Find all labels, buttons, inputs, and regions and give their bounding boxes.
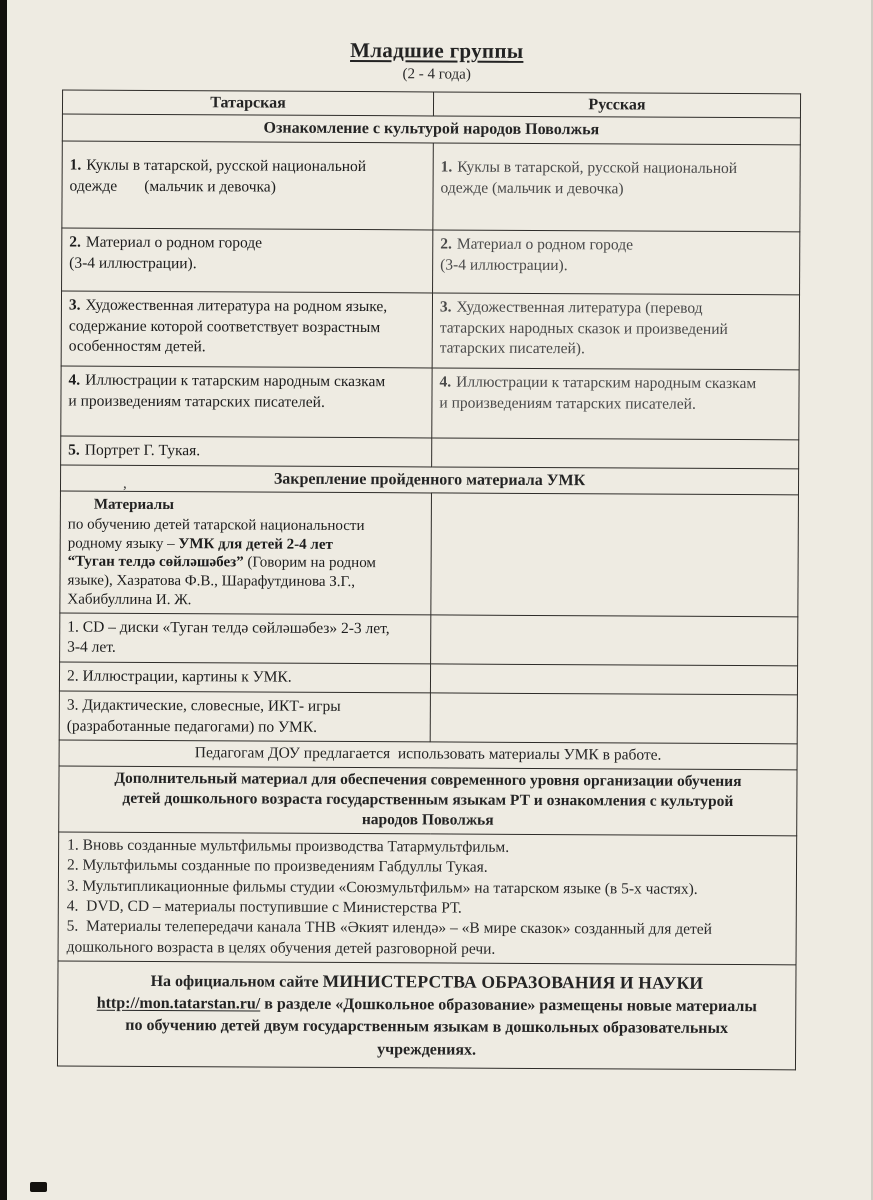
table-row <box>61 291 799 370</box>
item-number: 5. <box>68 441 80 459</box>
materials-cell <box>60 491 432 614</box>
cell-tatar-3 <box>61 291 432 368</box>
item-number: 2. <box>69 233 81 251</box>
note-text: Педагогам ДОУ предлагается использовать материалы УМК в работе. <box>194 744 662 765</box>
table-row <box>59 691 797 744</box>
cell-tatar-2 <box>62 228 433 293</box>
table-row <box>61 366 799 440</box>
table-row <box>60 491 799 616</box>
cell-tatar-5 <box>61 436 432 467</box>
item-number: 1. <box>69 156 82 174</box>
item-number: 2. <box>440 235 452 253</box>
scan-corner-artifact <box>30 1182 47 1192</box>
final-intro-text: На официальном сайте <box>150 973 323 992</box>
item-text: Куклы в татарской, русской национальной одежде (мальчик и девочка) <box>440 158 738 198</box>
item-number: 1. <box>440 158 453 176</box>
item-number: 4. <box>439 373 452 391</box>
list-item: 4. DVD, CD – материалы поступившие с Министерства РТ. <box>66 897 462 917</box>
cell-russian-empty <box>431 493 799 616</box>
umk-row-text: 3. Дидактические, словесные, ИКТ- игры (разработанные педагогами) по УМК. <box>66 696 341 736</box>
item-text: Художественная литература на родном языке, содержание которой соответствует возрастным особенностям детей. <box>68 296 388 356</box>
ministry-name: МИНИСТЕРСТВА ОБРАЗОВАНИЯ И НАУКИ <box>322 971 704 994</box>
table-row <box>59 662 797 695</box>
page-subtitle: (2 - 4 года) <box>402 66 471 83</box>
materials-title: Материалы <box>93 496 175 514</box>
item-number: 4. <box>68 371 81 389</box>
ministry-site-link: http://mon.tatarstan.ru/ <box>96 995 261 1013</box>
section-header-row <box>60 465 798 495</box>
cell-tatar-1 <box>62 141 433 230</box>
table-row <box>62 228 800 295</box>
section-header-row <box>62 114 800 144</box>
umk-row-text: 2. Иллюстрации, картины к УМК. <box>66 667 292 686</box>
column-header-russian: Русская <box>433 92 800 118</box>
list-item: 1. Вновь созданные мультфильмы производства Татармультфильм. <box>67 836 510 856</box>
stray-ink-mark: , <box>122 475 127 492</box>
item-text: Портрет Г. Тукая. <box>84 441 201 460</box>
umk-row-text: 1. CD – диски «Туган телдә сөйләшәбез» 2-3 лет, 3-4 лет. <box>67 618 390 657</box>
table-row <box>61 436 799 469</box>
cell-russian-3 <box>432 293 799 370</box>
item-text: Художественная литература (перевод татарских народных сказок и произведений татарских писателей). <box>439 298 728 358</box>
table-row <box>62 141 800 232</box>
materials-umk-bold: УМК для детей 2-4 лет “Туган телдә сөйләшәбез” <box>67 535 333 571</box>
item-text: Куклы в татарской, русской национальной одежде (мальчик и девочка) <box>69 156 367 196</box>
section-header-culture: Ознакомление с культурой народов Поволжья <box>62 114 800 144</box>
item-text: Иллюстрации к татарским народным сказкам и произведениям татарских писателей. <box>68 371 386 411</box>
section-header-row <box>59 766 797 835</box>
cell-russian-5 <box>432 438 799 469</box>
section-header-umk <box>60 465 798 495</box>
cell-russian-empty <box>431 615 798 666</box>
cell-russian-empty <box>430 693 797 744</box>
cell-russian-2 <box>433 230 800 295</box>
list-item: 2. Мультфильмы созданные по произведениям Габдуллы Тукая. <box>66 856 488 876</box>
table-row <box>57 961 796 1069</box>
umk-illustrations-cell <box>59 662 430 693</box>
section-title-text: Закрепление пройденного материала УМК <box>273 470 586 489</box>
list-item: 3. Мультипликационные фильмы студии «Союзмультфильм» на татарском языке (в 5-х частях). <box>66 877 698 898</box>
item-text: Материал о родном городе (3-4 иллюстрации). <box>69 233 263 272</box>
item-number: 3. <box>68 296 81 314</box>
materials-seg-3: (Говорим на родном языке), Хазратова Ф.В., Шарафутдинова З.Г., Хабибуллина И. Ж. <box>67 554 376 609</box>
materials-text <box>67 515 422 611</box>
content-table <box>57 89 801 1069</box>
umk-games-cell <box>59 691 430 742</box>
item-text: Иллюстрации к татарским народным сказкам и произведениям татарских писателей. <box>439 373 757 413</box>
cell-russian-empty <box>430 664 797 695</box>
ministry-site-note <box>57 961 796 1069</box>
materials-seg-1: по обучению детей татарской национальности родному языку – <box>67 516 365 552</box>
column-header-tatar: Татарская <box>62 90 433 116</box>
page-title: Младшие группы <box>350 38 524 63</box>
item-text: Материал о родном городе (3-4 иллюстрации). <box>440 235 634 274</box>
umk-cd-cell <box>60 613 431 664</box>
final-rest-text: в разделе «Дошкольное образование» размещены новые материалы по обучению детей двум государственным языкам в дошкольных образовательных учреждениях. <box>125 995 757 1059</box>
scan-edge-left <box>0 0 7 1200</box>
umk-usage-note <box>59 740 797 770</box>
table-row <box>58 832 797 966</box>
additional-material-list <box>58 832 797 966</box>
list-item: 5. Материалы телепередачи канала ТНВ «Әкият илендә» – «В мире сказок» созданный для детей дошкольного возраста в целях обучения детей разговорной речи. <box>66 917 713 958</box>
cell-russian-1 <box>433 143 800 232</box>
additional-material-title: Дополнительный материал для обеспечения современного уровня организации обучения детей дошкольного возраста государственным языкам РТ и ознакомления с культурой народов Поволжья <box>59 766 797 835</box>
table-row <box>59 740 797 770</box>
cell-russian-4 <box>432 368 799 440</box>
item-number: 3. <box>439 298 452 316</box>
cell-tatar-4 <box>61 366 432 438</box>
table-row <box>60 613 798 666</box>
